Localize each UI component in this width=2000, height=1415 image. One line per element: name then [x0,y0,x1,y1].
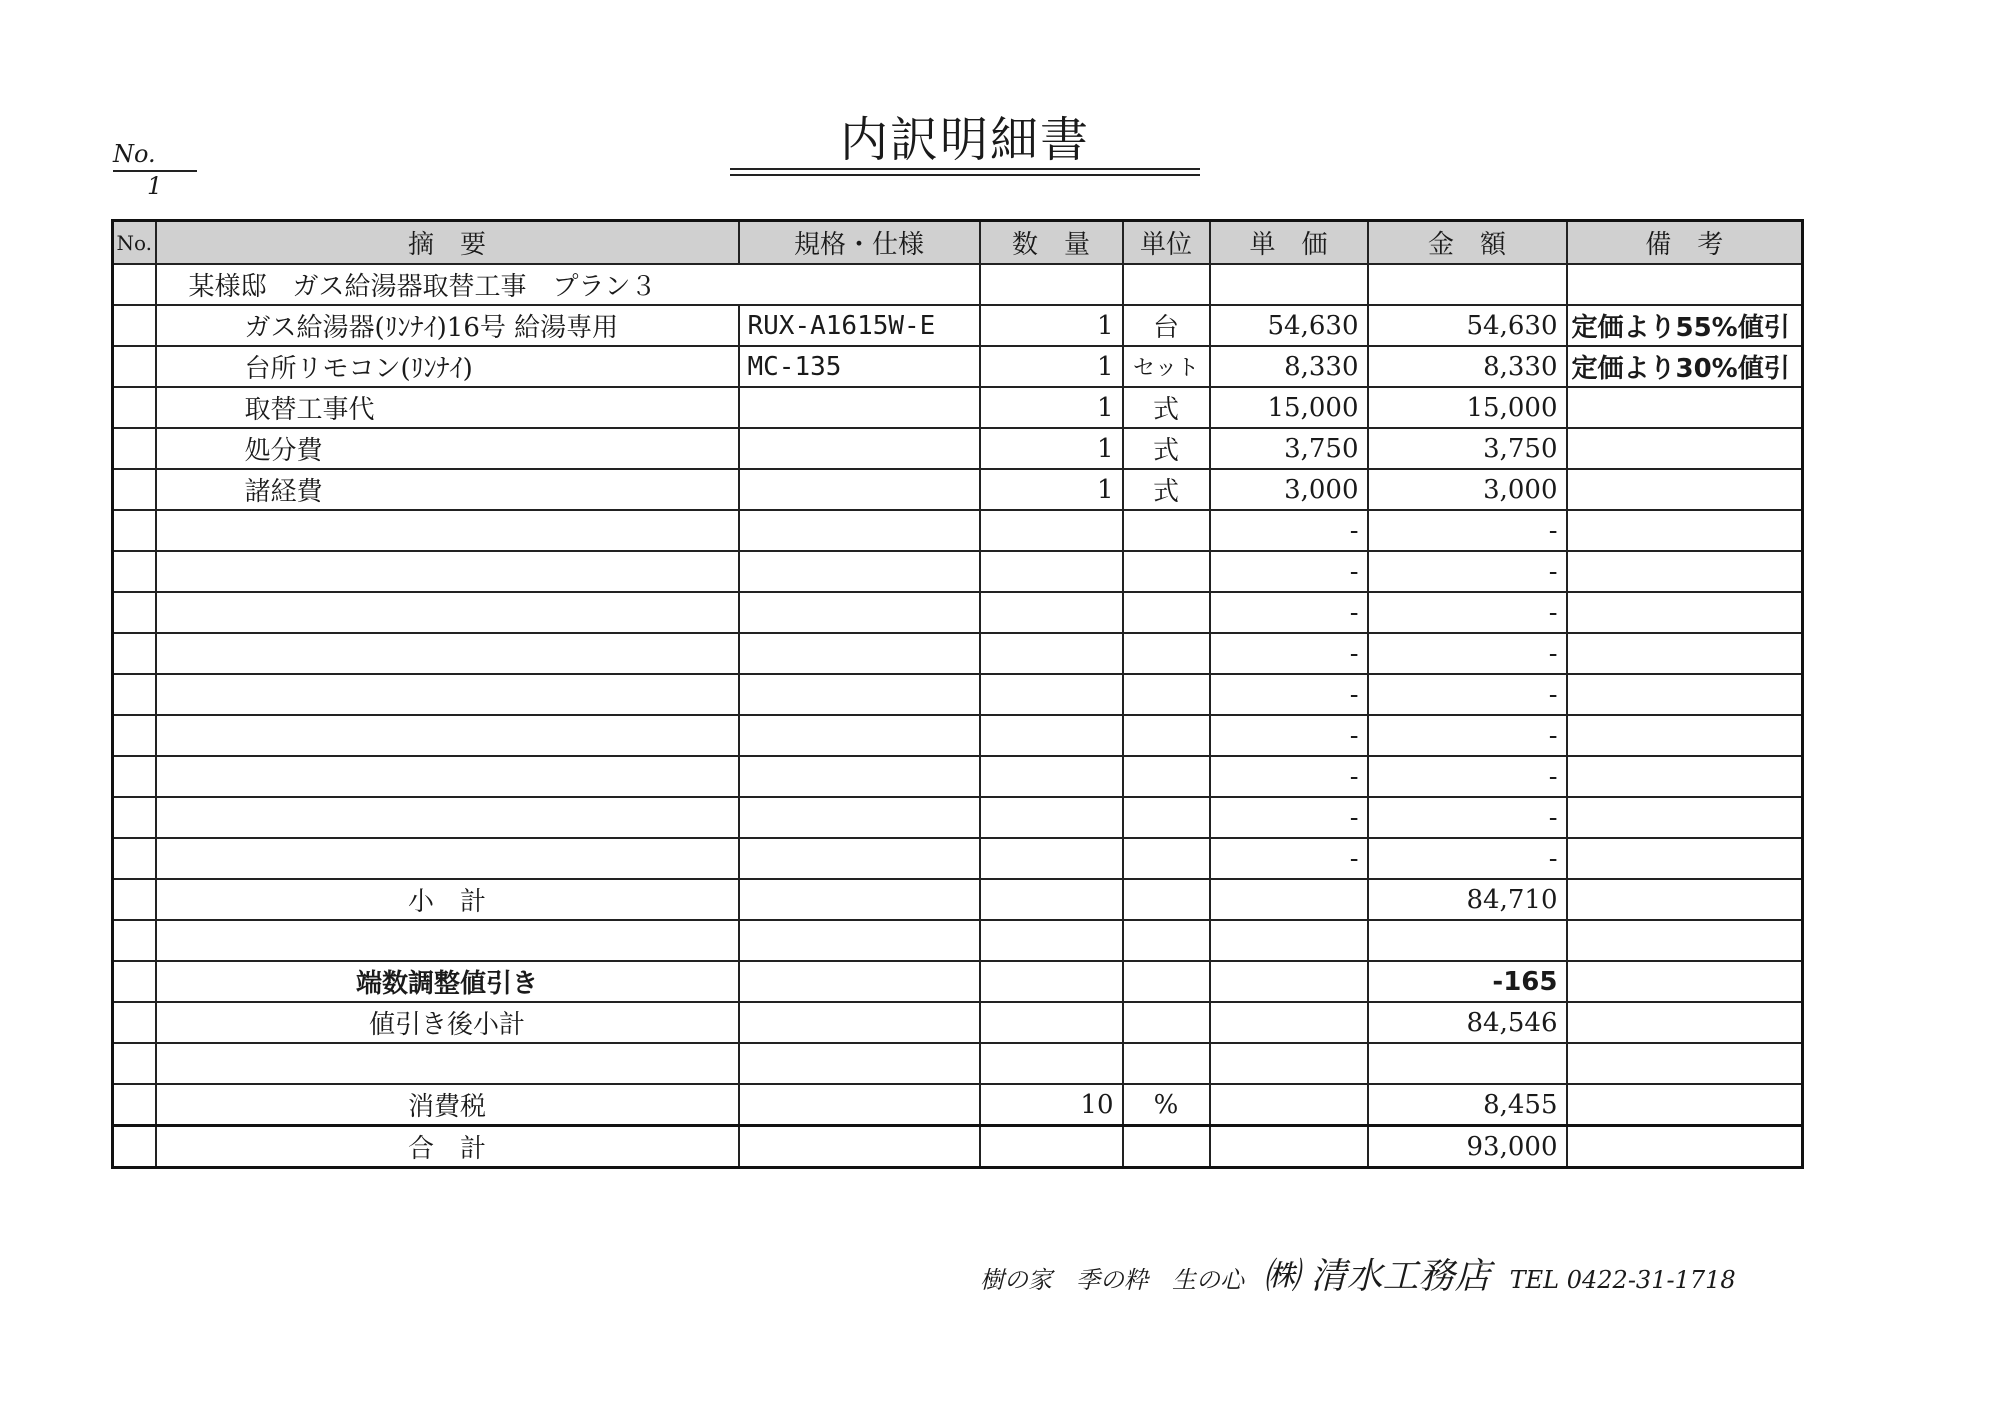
item-unit: 式 [1123,469,1210,510]
total-label: 合 計 [156,1126,739,1168]
dash-cell: - [1368,838,1567,879]
item-spec [739,428,980,469]
header-no: No. [113,221,156,265]
subtotal-label: 小 計 [156,879,739,920]
adjustment-amount: -165 [1368,961,1567,1002]
dash-cell: - [1368,715,1567,756]
dash-cell: - [1368,797,1567,838]
dash-cell: - [1210,510,1368,551]
empty-row [113,838,1803,879]
title-underline [730,168,1200,170]
project-title: 某様邸 ガス給湯器取替工事 プラン３ [156,264,980,305]
breakdown-table [111,219,1804,1169]
item-amount: 15,000 [1368,387,1567,428]
item-amount: 3,000 [1368,469,1567,510]
empty-row [113,756,1803,797]
item-unit-price: 3,000 [1210,469,1368,510]
item-quantity: 1 [980,387,1123,428]
item-spec: MC-135 [739,346,980,387]
empty-row [113,715,1803,756]
table-header-row [113,221,1803,265]
item-description: 取替工事代 [156,387,739,428]
item-unit-price: 54,630 [1210,305,1368,346]
table-row [113,346,1803,387]
total-row [113,1126,1803,1168]
item-unit-price: 15,000 [1210,387,1368,428]
header-spec: 規格・仕様 [739,221,980,265]
dash-cell: - [1368,551,1567,592]
table-row [113,469,1803,510]
item-spec [739,387,980,428]
empty-row [113,633,1803,674]
tax-unit: % [1123,1084,1210,1126]
item-remarks [1567,469,1803,510]
tax-amount: 8,455 [1368,1084,1567,1126]
item-quantity: 1 [980,305,1123,346]
item-remarks [1567,428,1803,469]
dash-cell: - [1210,674,1368,715]
dash-cell: - [1210,551,1368,592]
empty-row [113,797,1803,838]
after-discount-amount: 84,546 [1368,1002,1567,1043]
dash-cell: - [1210,592,1368,633]
header-description: 摘 要 [156,221,739,265]
tax-rate: 10 [980,1084,1123,1126]
item-remarks: 定価より55%値引 [1567,305,1803,346]
title-underline-double [730,174,1200,176]
item-description: 処分費 [156,428,739,469]
document-number-value: 1 [147,172,163,200]
item-amount: 54,630 [1368,305,1567,346]
dash-cell: - [1210,797,1368,838]
empty-row [113,551,1803,592]
table-row [113,387,1803,428]
header-unit-price: 単 価 [1210,221,1368,265]
item-description: ガス給湯器(ﾘﾝﾅｲ)16号 給湯専用 [156,305,739,346]
blank-row [113,920,1803,961]
item-remarks: 定価より30%値引 [1567,346,1803,387]
company-motto: 樹の家 季の粋 生の心 [980,1266,1244,1294]
item-unit-price: 3,750 [1210,428,1368,469]
total-amount: 93,000 [1368,1126,1567,1168]
item-quantity: 1 [980,428,1123,469]
subtotal-amount: 84,710 [1368,879,1567,920]
dash-cell: - [1368,633,1567,674]
tax-row [113,1084,1803,1126]
item-spec [739,469,980,510]
item-unit: 式 [1123,387,1210,428]
table-row [113,305,1803,346]
header-quantity: 数 量 [980,221,1123,265]
dash-cell: - [1368,674,1567,715]
item-amount: 8,330 [1368,346,1567,387]
item-quantity: 1 [980,469,1123,510]
item-remarks [1567,387,1803,428]
item-unit: 台 [1123,305,1210,346]
dash-cell: - [1368,592,1567,633]
item-description: 諸経費 [156,469,739,510]
after-discount-row [113,1002,1803,1043]
empty-row [113,510,1803,551]
empty-row [113,674,1803,715]
document-number [113,138,197,200]
item-amount: 3,750 [1368,428,1567,469]
dash-cell: - [1210,838,1368,879]
empty-row [113,592,1803,633]
header-unit: 単位 [1123,221,1210,265]
item-unit-price: 8,330 [1210,346,1368,387]
company-name: ㈱ 清水工務店 [1263,1256,1491,1297]
table-row [113,428,1803,469]
item-spec: RUX-A1615W-E [739,305,980,346]
blank-row [113,1043,1803,1084]
document-number-label: No. [113,140,156,168]
company-phone: TEL 0422-31-1718 [1509,1266,1736,1294]
header-remarks: 備 考 [1567,221,1803,265]
dash-cell: - [1210,715,1368,756]
tax-label: 消費税 [156,1084,739,1126]
document-title: 内訳明細書 [839,112,1090,168]
dash-cell: - [1368,756,1567,797]
subtotal-row [113,879,1803,920]
after-discount-label: 値引き後小計 [156,1002,739,1043]
company-footer [980,1248,1800,1298]
adjustment-label: 端数調整値引き [156,961,739,1002]
project-row [113,264,1803,305]
dash-cell: - [1368,510,1567,551]
adjustment-row [113,961,1803,1002]
item-quantity: 1 [980,346,1123,387]
item-unit: セット [1123,346,1210,387]
item-unit: 式 [1123,428,1210,469]
dash-cell: - [1210,756,1368,797]
header-amount: 金 額 [1368,221,1567,265]
item-description: 台所リモコン(ﾘﾝﾅｲ) [156,346,739,387]
dash-cell: - [1210,633,1368,674]
